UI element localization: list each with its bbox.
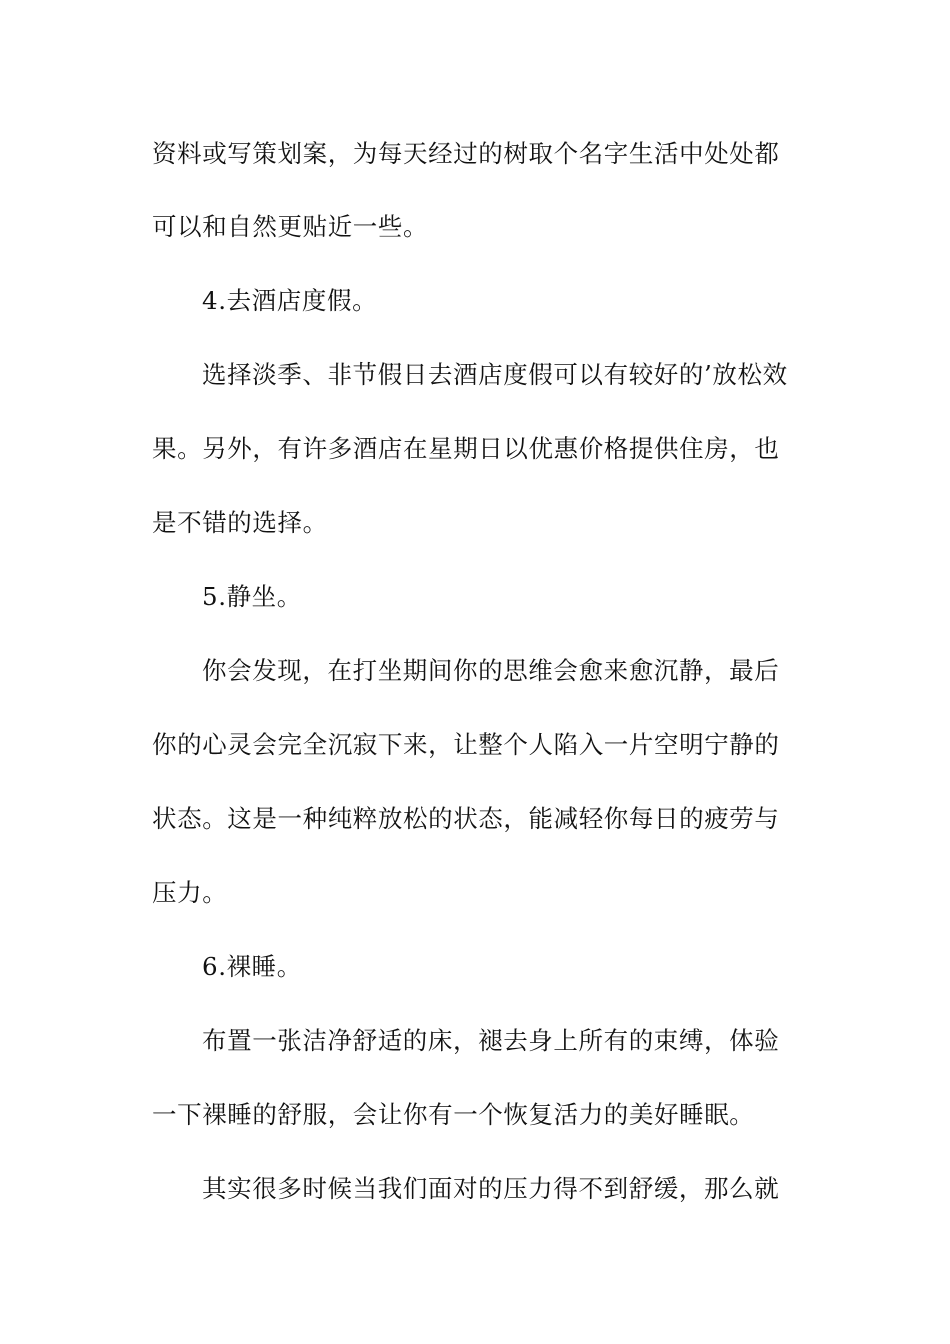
text-line: 你会发现，在打坐期间你的思维会愈来愈沉静，最后 (202, 656, 780, 685)
text-line: 资料或写策划案，为每天经过的树取个名字生活中处处都 (152, 139, 780, 168)
text-line: 你的心灵会完全沉寂下来，让整个人陷入一片空明宁静的 (152, 730, 780, 759)
section-heading: 5.静坐。 (202, 582, 302, 611)
text-line: 状态。这是一种纯粹放松的状态，能减轻你每日的疲劳与 (152, 804, 780, 833)
text-line: 是不错的选择。 (152, 508, 328, 537)
text-line: 一下裸睡的舒服，会让你有一个恢复活力的美好睡眠。 (152, 1100, 755, 1129)
text-line: 选择淡季、非节假日去酒店度假可以有较好的’放松效 (202, 360, 788, 389)
text-line: 可以和自然更贴近一些。 (152, 212, 429, 241)
section-heading: 4.去酒店度假。 (202, 286, 378, 315)
section-heading: 6.裸睡。 (202, 952, 302, 981)
text-line: 果。另外，有许多酒店在星期日以优惠价格提供住房，也 (152, 434, 780, 463)
text-line: 压力。 (152, 878, 228, 907)
text-line: 其实很多时候当我们面对的压力得不到舒缓，那么就 (202, 1174, 780, 1203)
text-line: 布置一张洁净舒适的床，褪去身上所有的束缚，体验 (202, 1026, 780, 1055)
